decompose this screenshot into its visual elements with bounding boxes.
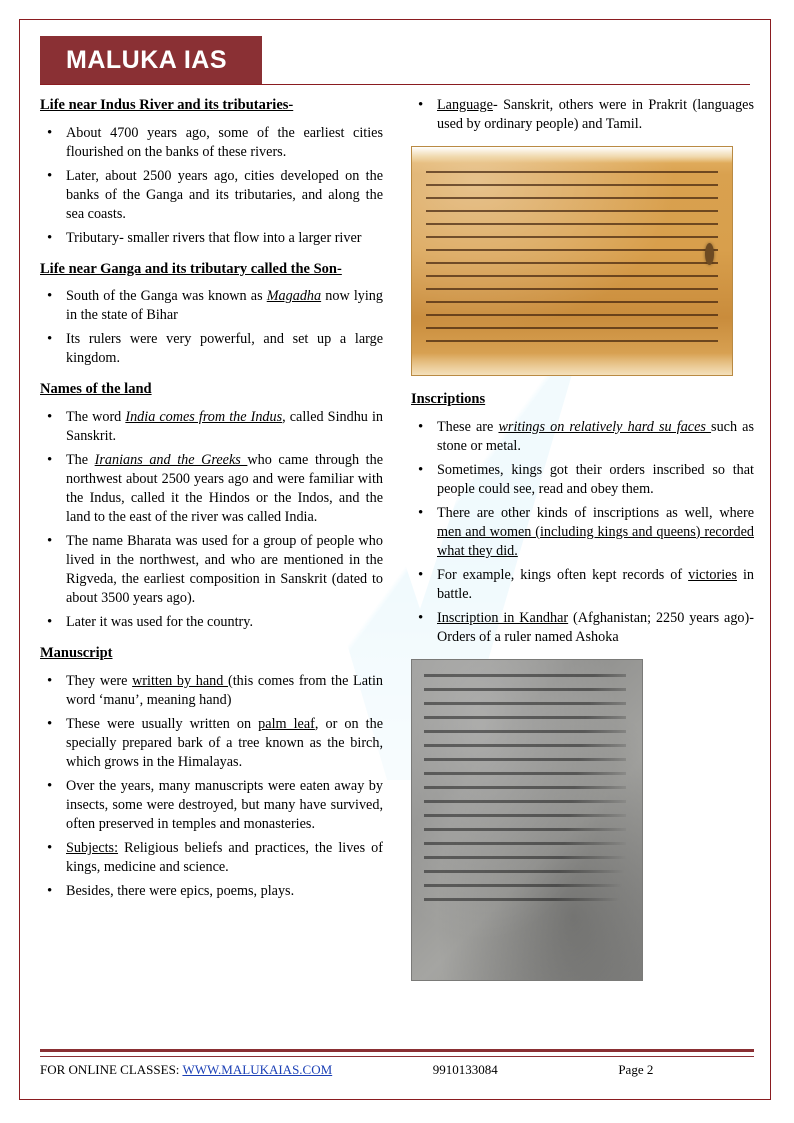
text-post: (this comes from the Latin word ‘manu’, meaning hand)	[66, 672, 384, 708]
list-item	[435, 566, 754, 604]
section-title-indus: Life near Indus River and its tributaries-	[40, 97, 294, 113]
text-emphasis: Inscription in Kandhar	[437, 609, 569, 626]
manuscript-image-bottom-edge	[412, 353, 732, 375]
two-column-body	[40, 96, 754, 991]
manuscript-image-script-lines	[426, 171, 718, 349]
footer-left	[40, 1062, 433, 1078]
logo-text: MALUKA IAS	[66, 45, 228, 74]
text-emphasis: India comes from the Indus	[125, 409, 283, 425]
list-item	[64, 672, 383, 710]
footer-row	[40, 1056, 754, 1078]
text-pre: They were	[66, 672, 133, 689]
list-item: • About 4700 years ago, some of the earliest cities flourished on the banks of these rivers.	[64, 124, 383, 162]
text-emphasis: writings on relatively hard su faces	[498, 418, 712, 435]
list-item: • Besides, there were epics, poems, plays.	[64, 882, 383, 901]
text-emphasis: men and women (including kings and queens) recorded what they did.	[437, 523, 754, 559]
footer-phone: 9910133084	[432, 1062, 498, 1077]
list-item	[435, 504, 754, 561]
right-column	[411, 96, 754, 991]
inscription-image-greek-aramaic-glyphs	[424, 674, 626, 904]
list-inscriptions	[411, 418, 754, 647]
text-post: (Afghanistan; 2250 years ago)- Orders of a ruler named Ashoka	[437, 609, 754, 645]
text-emphasis: Iranians and the Greeks	[94, 452, 248, 469]
list-ganga	[40, 287, 383, 368]
list-item: • Its rulers were very powerful, and set up a large kingdom.	[64, 330, 383, 368]
text-emphasis: Language	[437, 97, 493, 113]
text-post: now lying in the state of Bihar	[66, 288, 383, 324]
text-pre: The word	[66, 409, 126, 425]
list-item: • Later it was used for the country.	[64, 613, 383, 632]
list-names	[40, 408, 383, 632]
manuscript-image	[411, 146, 733, 376]
manuscript-image-binding-hole	[705, 243, 714, 265]
list-item: • The name Bharata was used for a group of people who lived in the northwest, and who are mentioned in the Rigveda, the earliest composition in Sanskrit (dated to about 3500 years ago).	[64, 532, 383, 608]
section-title-names: Names of the land	[40, 381, 152, 398]
text-pre: The	[66, 452, 95, 469]
list-item: • Sometimes, kings got their orders inscribed so that people could see, read and obey them.	[435, 461, 754, 499]
list-item	[64, 715, 383, 772]
footer-website-link[interactable]: WWW.MALUKAIAS.COM	[182, 1062, 333, 1077]
manuscript-image-top-edge	[412, 147, 732, 163]
text-emphasis: victories	[688, 566, 737, 583]
text-post: , called Sindhu in Sanskrit.	[66, 409, 383, 445]
list-item: • Over the years, many manuscripts were eaten away by insects, some were destroyed, but many have survived, often preserved in temples and monasteries.	[64, 777, 383, 834]
footer-label: FOR ONLINE CLASSES:	[40, 1062, 180, 1077]
text-pre: These were usually written on	[66, 715, 259, 732]
text-pre: These are	[437, 418, 499, 435]
footer-page-number: Page 2	[618, 1062, 654, 1077]
footer-rule	[40, 1049, 754, 1052]
section-title-manuscript: Manuscript	[40, 645, 113, 662]
list-item	[64, 408, 383, 446]
list-manuscript	[40, 672, 383, 901]
text-pre: There are other kinds of inscriptions as well, where	[437, 504, 754, 521]
text-emphasis: written by hand	[132, 672, 229, 689]
header	[40, 36, 750, 85]
text-post: in battle.	[437, 566, 754, 602]
list-item: • Tributary- smaller rivers that flow into a larger river	[64, 229, 383, 248]
list-item	[64, 451, 383, 527]
list-item	[435, 418, 754, 456]
text-post: Religious beliefs and practices, the lives of kings, medicine and science.	[66, 840, 383, 876]
text-post: such as stone or metal.	[437, 418, 755, 454]
list-item	[64, 287, 383, 325]
inscription-image	[411, 659, 643, 981]
list-indus	[40, 124, 383, 248]
list-language	[411, 96, 754, 134]
text-post: , or on the specially prepared bark of a tree known as the birch, which grows in the Himalayas.	[66, 715, 383, 771]
list-item: • Later, about 2500 years ago, cities developed on the banks of the Ganga and its tributaries, and along the sea coasts.	[64, 167, 383, 224]
list-item	[64, 839, 383, 877]
footer	[40, 1049, 754, 1078]
text-emphasis: Magadha	[266, 288, 322, 305]
text-emphasis: palm leaf	[258, 715, 315, 732]
left-column	[40, 96, 383, 991]
text-post: who came through the northwest about 2500 years ago and were familiar with the Indus, called it the Hindos or the Indos, and the land to the east of the river was called India.	[66, 452, 383, 526]
list-item	[435, 96, 754, 134]
document-header-area	[40, 36, 750, 93]
text-post: - Sanskrit, others were in Prakrit (languages used by ordinary people) and Tamil.	[437, 97, 754, 133]
text-pre: For example, kings often kept records of	[437, 566, 689, 583]
text-pre: South of the Ganga was known as	[66, 288, 267, 305]
section-title-inscriptions: Inscriptions	[411, 391, 486, 408]
list-item	[435, 609, 754, 647]
text-emphasis: Subjects:	[66, 840, 119, 857]
section-title-ganga: Life near Ganga and its tributary called the Son-	[40, 260, 342, 277]
logo-box	[40, 36, 262, 84]
